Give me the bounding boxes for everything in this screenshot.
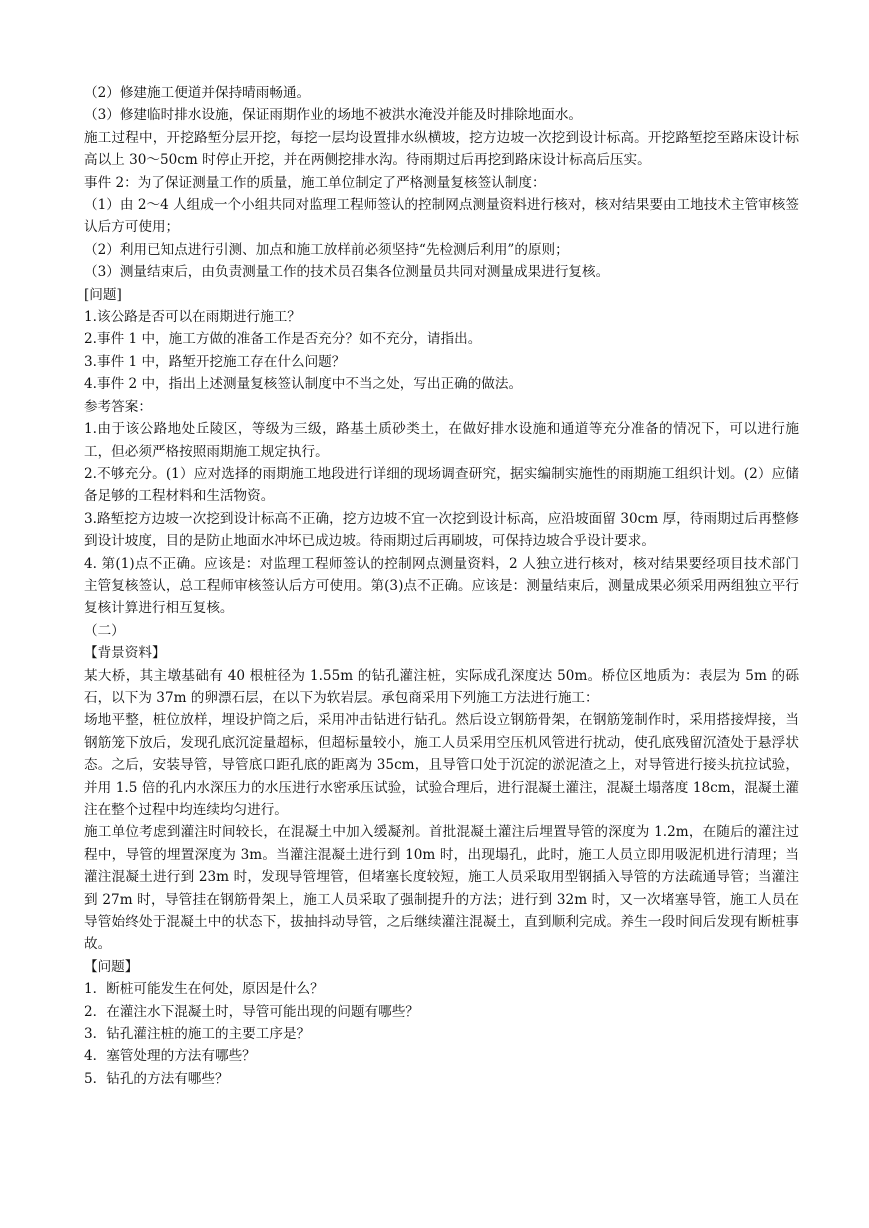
question-item: 5．钻孔的方法有哪些？ xyxy=(84,1070,229,1087)
text-line: （3）修建临时排水设施，保证雨期作业的场地不被洪水淹没并能及时排除地面水。 xyxy=(84,107,583,124)
text-line: 事件 2：为了保证测量工作的质量，施工单位制定了严格测量复核签认制度： xyxy=(84,174,546,191)
text-line: （2）修建施工便道并保持晴雨畅通。 xyxy=(84,85,311,101)
section-heading: 参考答案： xyxy=(84,398,152,415)
text-line: （2）利用已知点进行引测、加点和施工放样前必须坚持“先检测后利用”的原则； xyxy=(84,241,569,258)
section-heading: 【背景资料】 xyxy=(84,645,166,662)
answer-item: 1.由于该公路地处丘陵区，等级为三级，路基土质砂类土，在做好排水设施和通道等充分准备的情况下，可以进行施工，但必须严格按照雨期施工规定执行。 xyxy=(84,421,799,460)
section-heading: [问题] xyxy=(84,286,122,303)
question-item: 3.事件 1 中，路堑开挖施工存在什么问题？ xyxy=(84,353,346,370)
question-item: 4．塞管处理的方法有哪些？ xyxy=(84,1048,256,1065)
question-item: 1.该公路是否可以在雨期进行施工？ xyxy=(84,309,301,326)
paragraph: 施工过程中，开挖路堑分层开挖，每挖一层均设置排水纵横坡，挖方边坡一次挖到设计标高。开挖路堑挖至路床设计标高以上 30～50cm 时停止开挖，并在两侧挖排水沟。待雨期过后再挖到路床设计标高后压实。 xyxy=(84,129,799,169)
question-item: 3．钻孔灌注桩的施工的主要工序是？ xyxy=(84,1026,311,1043)
section-heading: （二） xyxy=(84,622,125,639)
paragraph: （1）由 2～4 人组成一个小组共同对监理工程师签认的控制网点测量资料进行核对，核对结果要由工地技术主管审核签认后方可使用； xyxy=(84,197,799,236)
question-item: 1．断桩可能发生在何处，原因是什么？ xyxy=(84,981,324,998)
paragraph: 场地平整，桩位放样，埋设护筒之后，采用冲击钻进行钻孔。然后设立钢筋骨架，在钢筋笼制作时，采用搭接焊接，当钢筋笼下放后，发现孔底沉淀量超标，但超标量较小，施工人员采用空压机风管进行扰动，使孔底残留沉渣处于悬浮状态。之后，安装导管，导管底口距孔底的距离为 35cm，且导管口处于沉淀的淤泥渣之上，对导管进行接头抗拉试验，并用 1.5 倍的孔内水深压力的水压进行水密承压试验，试验合理后，进行混凝土灌注，混凝土塌落度 18cm，混凝土灌注在整个过程中均连续均匀进行。 xyxy=(84,712,799,818)
text-line: （3）测量结束后，由负责测量工作的技术员召集各位测量员共同对测量成果进行复核。 xyxy=(84,264,610,281)
paragraph: 某大桥，其主墩基础有 40 根桩径为 1.55m 的钻孔灌注桩，实际成孔深度达 50m。桥位区地质为：表层为 5m 的砾石，以下为 37m 的卵漂石层，在以下为软岩层。承包商采用下列施工方法进行施工： xyxy=(84,667,799,706)
question-item: 2．在灌注水下混凝土时，导管可能出现的问题有哪些？ xyxy=(84,1003,419,1020)
answer-item: 3.路堑挖方边坡一次挖到设计标高不正确，挖方边坡不宜一次挖到设计标高，应沿坡面留 30cm 厚，待雨期过后再整修到设计坡度，目的是防止地面水冲坏已成边坡。待雨期过后再刷坡，可保持边坡合乎设计要求。 xyxy=(84,510,799,550)
question-item: 4.事件 2 中，指出上述测量复核签认制度中不当之处，写出正确的做法。 xyxy=(84,376,523,393)
paragraph: 施工单位考虑到灌注时间较长，在混凝土中加入缓凝剂。首批混凝土灌注后埋置导管的深度为 1.2m，在随后的灌注过程中，导管的埋置深度为 3m。当灌注混凝土进行到 10m 时，出现塌孔，此时，施工人员立即用吸泥机进行清理；当灌注混凝土进行到 23m 时，发现导管埋管，但堵塞长度较短，施工人员采取用型钢插入导管的方法疏通导管；当灌注到 27m 时，导管挂在钢筋骨架上，施工人员采取了强制提升的方法；进行到 32m 时，又一次堵塞导管，施工人员在导管始终处于混凝土中的状态下，拔抽抖动导管，之后继续灌注混凝土，直到顺利完成。养生一段时间后发现有断桩事故。 xyxy=(84,824,799,953)
answer-item: 4. 第(1)点不正确。应该是：对监理工程师签认的控制网点测量资料，2 人独立进行核对，核对结果要经项目技术部门主管复核签认，总工程师审核签认后方可使用。第(3)点不正确。应该是：测量结束后，测量成果必须采用两组独立平行复核计算进行相互复核。 xyxy=(84,555,799,617)
answer-item: 2.不够充分。(1）应对选择的雨期施工地段进行详细的现场调查研究，据实编制实施性的雨期施工组织计划。(2）应储备足够的工程材料和生活物资。 xyxy=(84,465,799,505)
question-item: 2.事件 1 中，施工方做的准备工作是否充分？如不充分，请指出。 xyxy=(84,331,482,348)
section-heading: 【问题】 xyxy=(84,958,139,975)
